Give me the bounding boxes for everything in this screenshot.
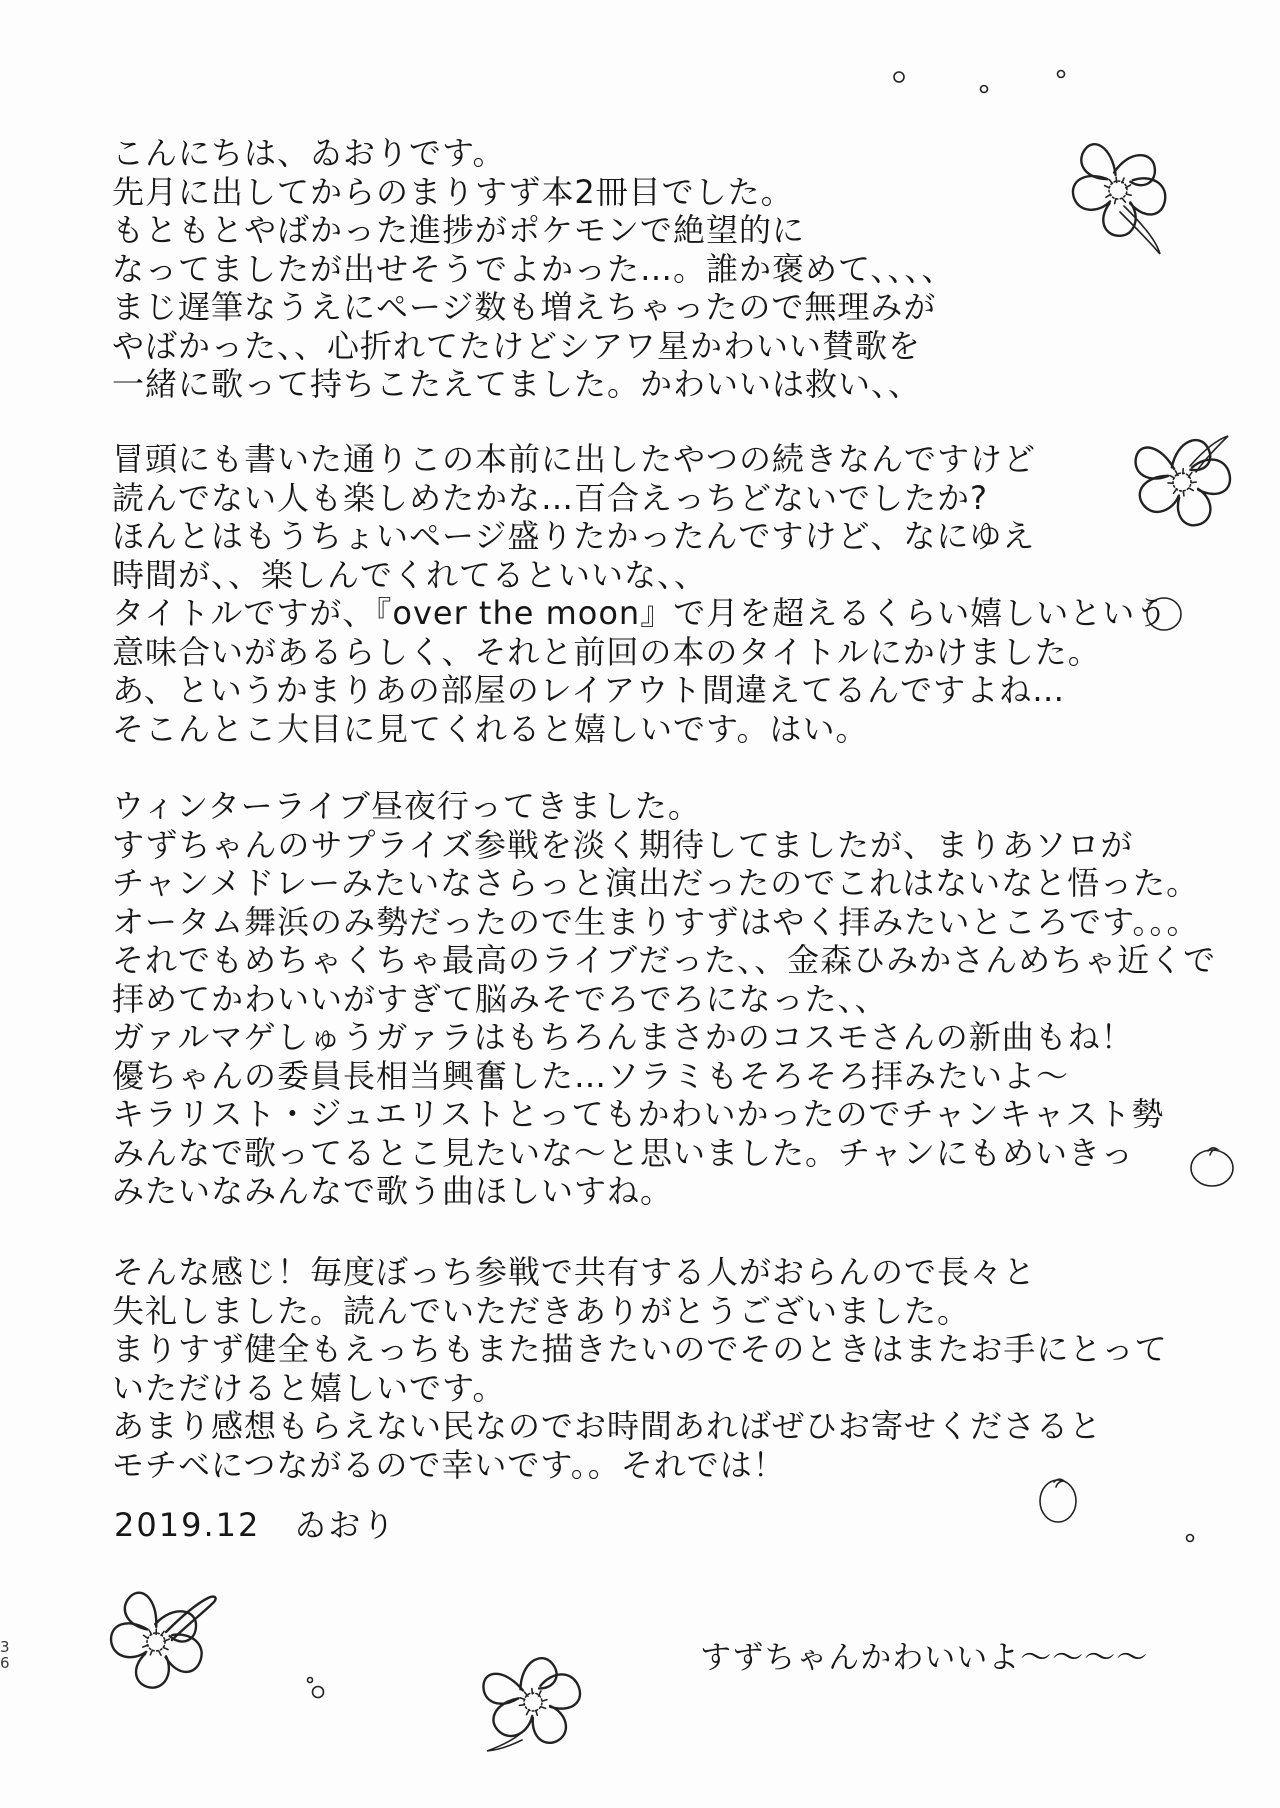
text-line: そこんとこ大目に見てくれると嬉しいです。はい。 xyxy=(112,709,869,748)
page-number: 36 xyxy=(0,1638,10,1672)
peach-doodle-icon xyxy=(1040,1479,1076,1522)
flower-doodle-icon xyxy=(479,1649,593,1758)
dot-doodle-icon xyxy=(1187,1535,1194,1542)
text-line: 拝めてかわいいがすぎて脳みそでろでろになった、、 xyxy=(112,979,888,1018)
text-line: タイトルですが、『over the moon』で月を超えるくらい嬉しいという xyxy=(112,594,1169,632)
text-line: いただけると嬉しいです。 xyxy=(112,1368,506,1407)
flower-doodle-icon xyxy=(98,1588,216,1702)
text-line: まじ遅筆なうえにページ数も増えちゃったので無理みが xyxy=(112,288,937,326)
text-line: キラリスト・ジュエリストとってもかわいかったのでチャンキャスト勢 xyxy=(112,1095,1165,1133)
text-line: 意味合いがあるらしく、それと前回の本のタイトルにかけました。 xyxy=(112,632,1101,671)
text-line: あまり感想もらえない民なのでお時間あればぜひお寄せくださると xyxy=(112,1407,1103,1445)
text-line: 一緒に歌って持ちこたえてました。かわいいは救い、、 xyxy=(112,365,922,403)
text-line: 先月に出してからのまりすず本2冊目でした。 xyxy=(112,172,794,211)
dot-doodle-icon xyxy=(1058,71,1065,78)
text-line: 優ちゃんの委員長相当興奮した…ソラミもそろそろ拝みたいよ～ xyxy=(112,1056,1070,1095)
text-line: 失礼しました。読んでいただきありがとうございました。 xyxy=(112,1291,971,1330)
text-line: モチベにつながるので幸いです。。それでは！ xyxy=(112,1445,786,1484)
date-signature: 2019.12 ゐおり xyxy=(114,1506,397,1544)
text-line: 読んでない人も楽しめたかな…百合えっちどないでしたか? xyxy=(112,478,988,517)
dot-doodle-icon xyxy=(981,86,988,93)
text-line: オータム舞浜のみ勢だったので生まりすずはやく拝みたいところです。。。 xyxy=(112,902,1200,941)
text-line: ガァルマゲしゅうガァラはもちろんまさかのコスモさんの新曲もね！ xyxy=(112,1018,1134,1056)
text-line: すずちゃんのサプライズ参戦を淡く期待してましたが、まりあソロが xyxy=(112,825,1134,864)
text-line: みたいなみんなで歌う曲ほしいすね。 xyxy=(112,1172,674,1210)
paragraph-2 xyxy=(112,440,1168,748)
dot-doodle-icon xyxy=(308,1678,313,1683)
handwritten-note: すずちゃんかわいいよ～～～～ xyxy=(700,1640,1149,1676)
paragraph-4 xyxy=(112,1253,1168,1484)
text-line: そんな感じ！毎度ぼっち参戦で共有する人がおらんので長々と xyxy=(112,1253,1037,1291)
dot-doodle-icon xyxy=(894,72,904,82)
text-line: 冒頭にも書いた通りこの本前に出したやつの続きなんですけど xyxy=(112,440,1037,478)
text-line: チャンメドレーみたいなさらっと演出だったのでこれはないなと悟った。 xyxy=(112,864,1200,902)
text-line: ウィンターライブ昼夜行ってきました。 xyxy=(112,787,701,825)
text-line: なってましたが出せそうでよかった…。誰か褒めて、、、、 xyxy=(112,249,955,288)
text-line: 時間が、、楽しんでくれてるといいな、、 xyxy=(112,555,708,594)
flower-doodle-icon xyxy=(1065,141,1175,254)
paragraph-1 xyxy=(112,134,954,404)
text-line: もともとやばかった進捗がポケモンで絶望的に xyxy=(112,211,806,249)
text-line: それでもめちゃくちゃ最高のライブだった、、金森ひみかさんめちゃ近くで xyxy=(112,941,1217,979)
text-line: あ、というかまりあの部屋のレイアウト間違えてるんですよね… xyxy=(112,671,1066,709)
text-line: まりすず健全もえっちもまた描きたいのでそのときはまたお手にとって xyxy=(112,1330,1168,1368)
text-line: みんなで歌ってるとこ見たいな～と思いました。チャンにもめいきっ xyxy=(112,1133,1135,1172)
text-line: ほんとはもうちょいページ盛りたかったんですけど、なにゆえ xyxy=(112,517,1036,555)
text-line: こんにちは、ゐおりです。 xyxy=(112,134,506,172)
paragraph-3 xyxy=(112,787,1216,1211)
text-line: やばかった、、心折れてたけどシアワ星かわいい賛歌を xyxy=(112,326,922,365)
dot-doodle-icon xyxy=(313,1687,324,1698)
